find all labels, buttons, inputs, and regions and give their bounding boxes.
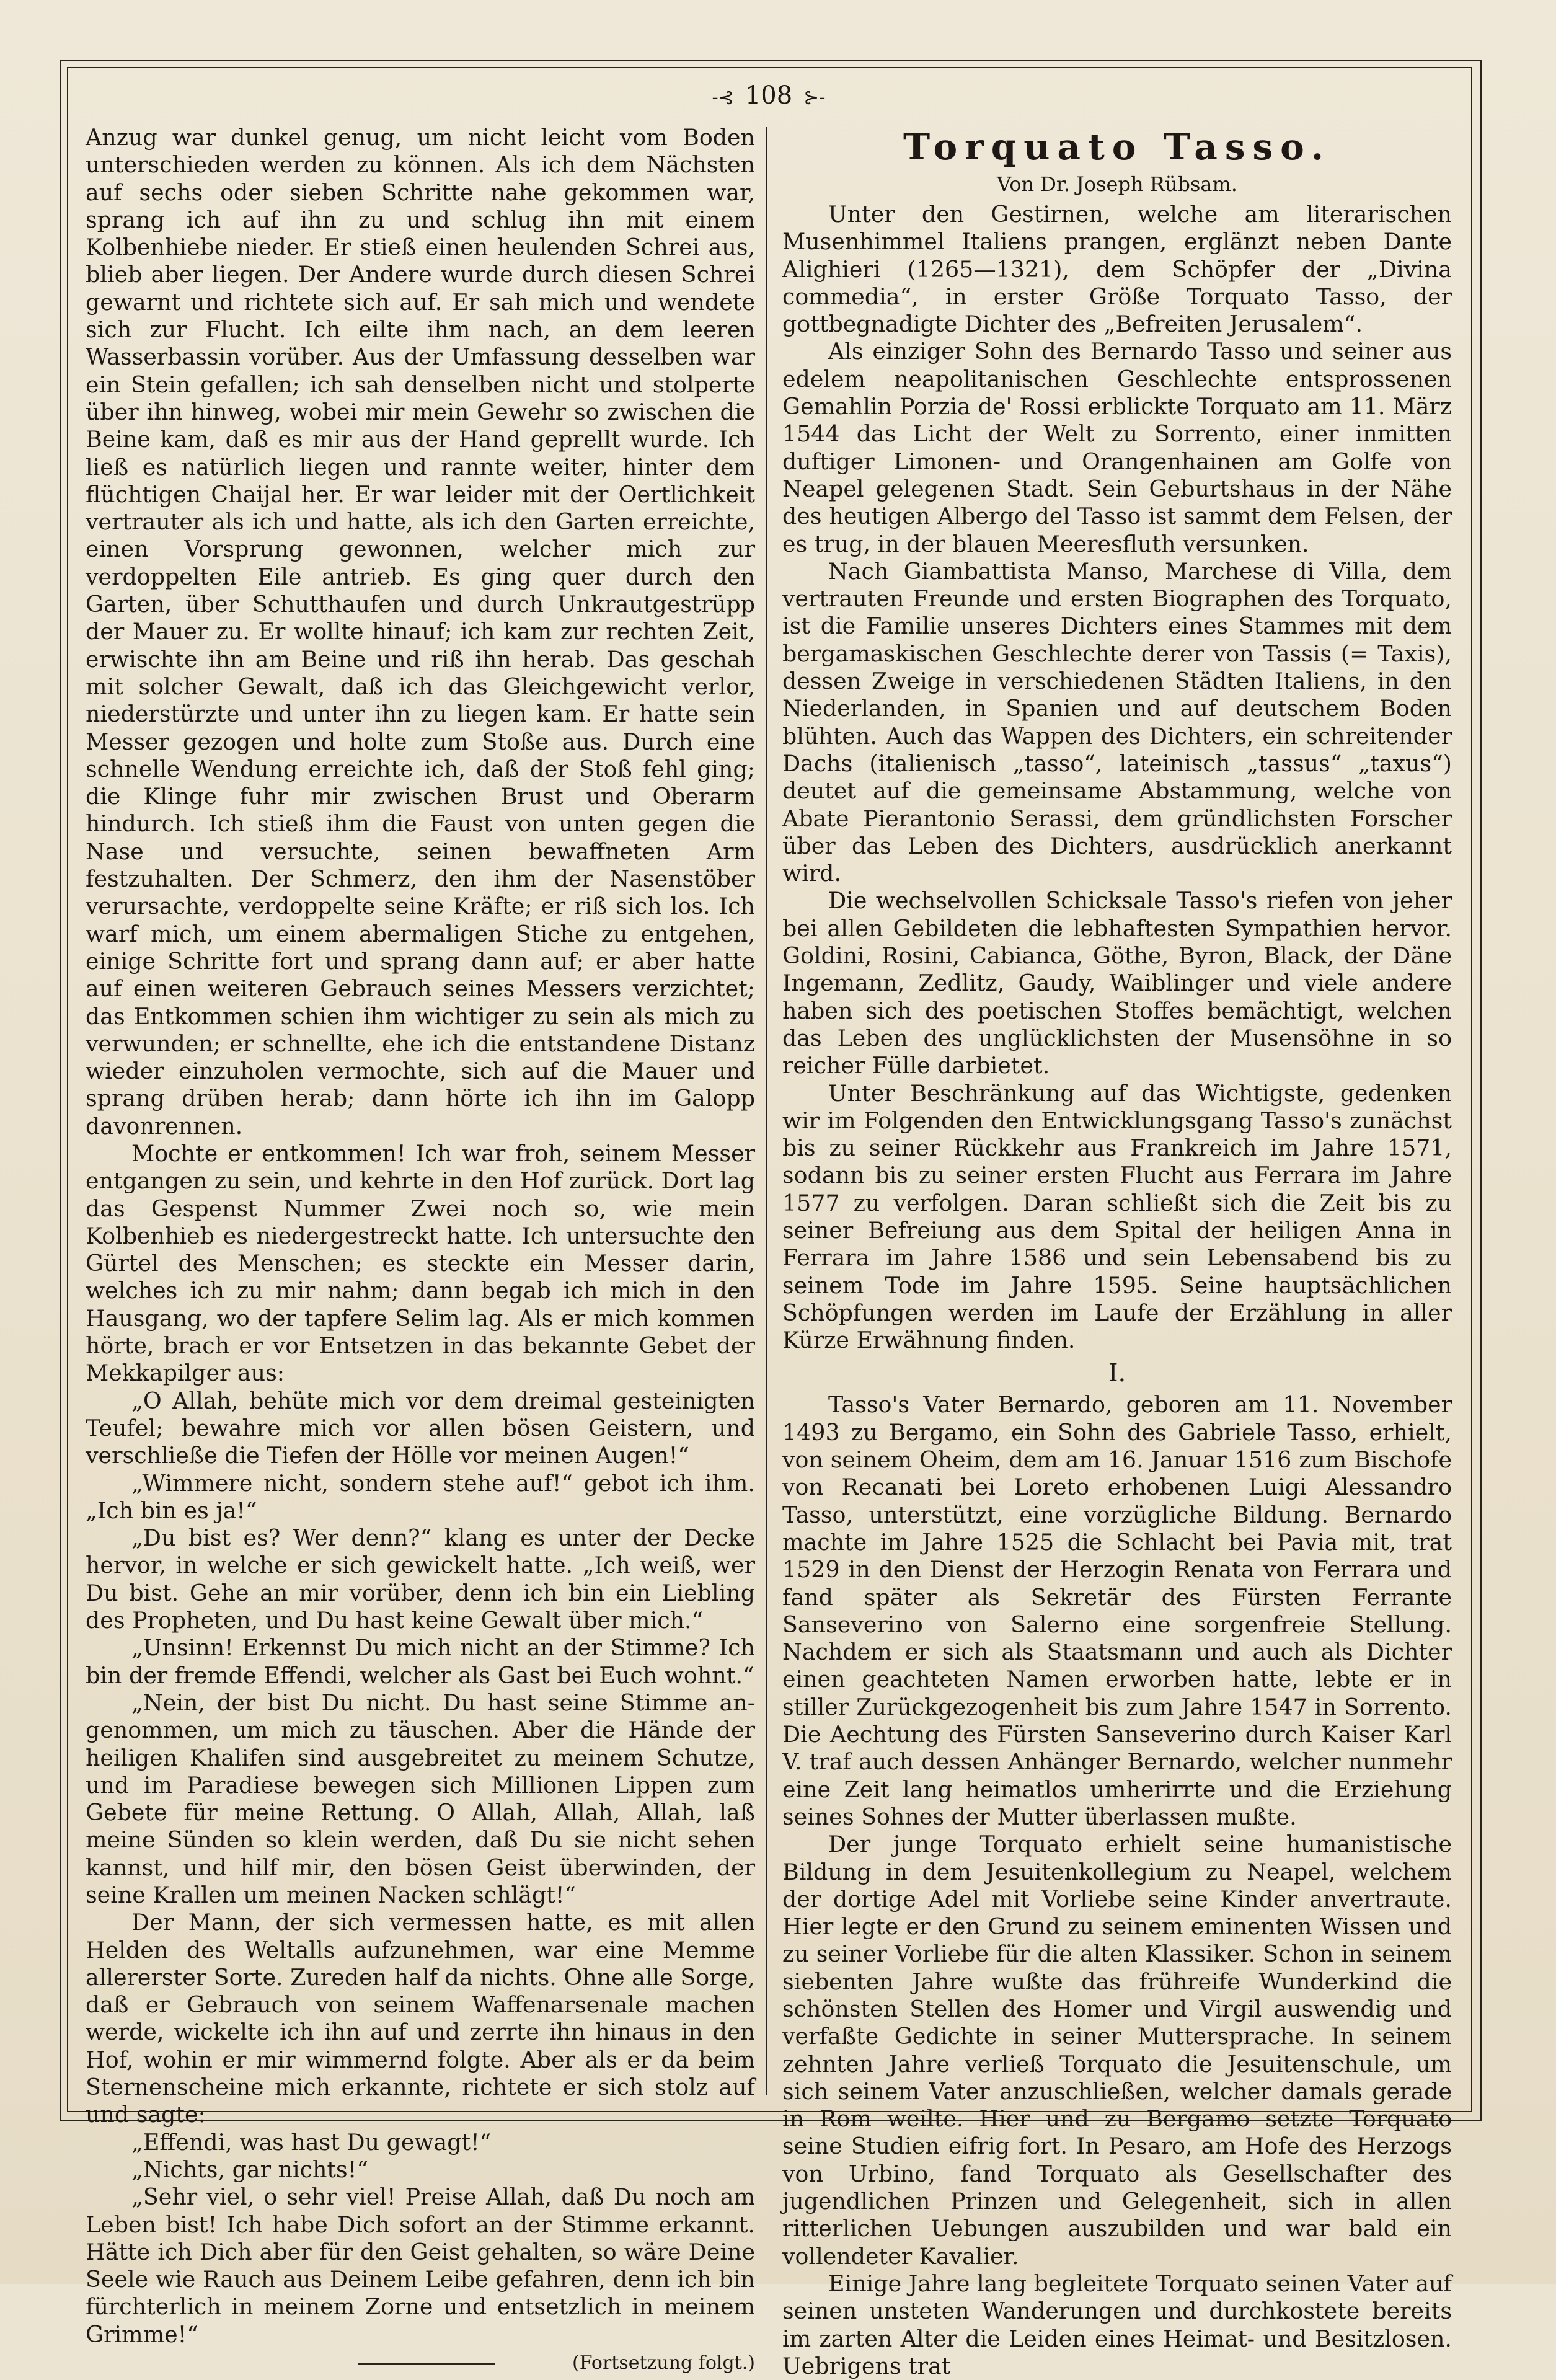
left-paragraph: „Du bist es? Wer denn?“ klang es unter der Decke hervor, in welche er sich gewickelt hatte. „Ich weiß, wer Du bist. Gehe an mir vorüber, denn ich bin ein Liebling des Propheten, und Du hast keine Gewalt über mich.“ — [86, 1524, 755, 1634]
left-column — [86, 124, 755, 2376]
page-number: 108 — [745, 81, 793, 110]
article-title: Torquato Tasso. — [903, 126, 1332, 168]
left-paragraph: Der Mann, der sich vermessen hatte, es mit allen Helden des Weltalls aufzunehmen, war eine Memme allererster Sorte. Zureden half da nichts. Ohne alle Sorge, daß er Gebrauch von seinem Waffenarsenale machen werde, wickelte ich ihn auf und zerrte ihn hinaus in den Hof, wohin er mir wimmernd folgte. Aber als er da beim Sternenscheine mich erkannte, richtete er sich stolz auf und sagte: — [86, 1909, 755, 2128]
article-paragraph: Einige Jahre lang begleitete Torquato seinen Vater auf seinen unsteten Wanderungen und durchkostete bereits im zarten Alter die Leiden eines Heimat- und Besitzlosen. Uebrigens trat — [782, 2270, 1452, 2379]
article-paragraph: Die wechselvollen Schicksale Tasso's riefen von jeher bei allen Gebildeten die lebhaftesten Sympathien hervor. Goldini, Rosini, Cabianca, Göthe, Byron, Black, der Däne Ingemann, Zedlitz, Gaudy, Waiblinger und viele andere haben sich des poetischen Stoffes bemächtigt, welchen das Leben des unglücklichsten der Musensöhne in so reicher Fülle darbietet. — [782, 887, 1452, 1079]
article-paragraph: Als einziger Sohn des Bernardo Tasso und seiner aus edelem neapolitanischen Geschlechte entsprossenen Gemahlin Porzia de' Rossi erblickte Torquato am 11. März 1544 das Licht der Welt zu Sorrento, einer inmitten duftiger Limonen- und Orangenhainen am Golfe von Neapel gelegenen Stadt. Sein Geburtshaus in der Nähe des heutigen Albergo del Tasso ist sammt dem Felsen, der es trug, in der blauen Meeresfluth versunken. — [782, 338, 1452, 557]
section-heading: I. — [1108, 1359, 1126, 1388]
left-paragraph: „Nichts, gar nichts!“ — [131, 2156, 368, 2183]
ornament-left: -⊰ — [712, 87, 734, 108]
left-paragraph: Anzug war dunkel genug, um nicht leicht vom Boden unterschieden werden zu können. Als ich dem Nächsten auf sechs oder sieben Schritte nahe gekommen war, sprang ich auf ihn zu und schlug ihn mit einem Kolbenhiebe nieder. Er stieß einen heulenden Schrei aus, blieb aber liegen. Der Andere wurde durch diesen Schrei gewarnt und richtete sich auf. Er sah mich und wendete sich zur Flucht. Ich eilte ihm nach, an dem leeren Wasserbassin vorüber. Aus der Umfassung desselben war ein Stein gefallen; ich sah denselben nicht und stolperte über ihn hinweg, wobei mir mein Gewehr so zwischen die Beine kam, daß es mir aus der Hand geprellt wurde. Ich ließ es natürlich liegen und rannte weiter, hinter dem flüchtigen Chaijal her. Er war leider mit der Oertlichkeit vertrauter als ich und hatte, als ich den Garten erreichte, einen Vorsprung gewonnen, welcher mich zur verdoppelten Eile antrieb. Es ging quer durch den Garten, über Schutthaufen und durch Unkrautgestrüpp der Mauer zu. Er wollte hinauf; ich kam zur rechten Zeit, erwischte ihn am Beine und riß ihn herab. Das geschah mit solcher Gewalt, daß ich das Gleichgewicht verlor, niederstürzte und unter ihn zu liegen kam. Er hatte sein Messer gezogen und holte zum Stoße aus. Durch eine schnelle Wendung erreichte ich, daß der Stoß fehl ging; die Klinge fuhr mir zwischen Brust und Oberarm hindurch. Ich stieß ihm die Faust von unten gegen die Nase und versuchte, seinen bewaffneten Arm festzuhalten. Der Schmerz, den ihm der Nasenstöber verursachte, verdoppelte seine Kräfte; er riß sich los. Ich warf mich, um einem abermaligen Stiche zu entgehen, einige Schritte fort und sprang dann auf; er aber hatte auf einen weiteren Gebrauch seines Messers verzichtet; das Entkommen schien ihm wichtiger zu sein als mich zu verwunden; er schnellte, ehe ich die entstandene Distanz wieder einzuholen vermochte, sich auf die Mauer und sprang drüben herab; dann hörte ich ihn im Galopp davonrennen. — [86, 124, 755, 1139]
article-paragraph: Tasso's Vater Bernardo, geboren am 11. November 1493 zu Bergamo, ein Sohn des Gabriele Tasso, erhielt, von seinem Oheim, dem am 16. Januar 1516 zum Bischofe von Recanati bei Loreto erhobenen Luigi Alessandro Tasso, unterstützt, eine vorzügliche Bildung. Bernardo machte im Jahre 1525 die Schlacht bei Pavia mit, trat 1529 in den Dienst der Herzogin Renata von Ferrara und fand später als Sekretär des Fürsten Ferrante Sanseverino von Salerno eine sorgenfreie Stellung. Nachdem er sich als Staatsmann und auch als Dichter einen geachteten Namen erworben hatte, lebte er in stiller Zurückgezogenheit bis zum Jahre 1547 in Sorrento. Die Aechtung des Fürsten Sanseverino durch Kaiser Karl V. traf auch dessen Anhänger Bernardo, welcher nunmehr eine Zeit lang heimatlos umherirrte und die Erziehung seines Sohnes der Mutter überlassen mußte. — [782, 1391, 1452, 1830]
right-column — [782, 124, 1452, 2380]
article-paragraph: Unter Beschränkung auf das Wichtigste, gedenken wir im Folgenden den Entwicklungsgang Tasso's zunächst bis zu seiner Rückkehr aus Frankreich im Jahre 1571, sodann bis zu seiner ersten Flucht aus Ferrara im Jahre 1577 zu verfolgen. Daran schließt sich die Zeit bis zu seiner Befreiung aus dem Spital der heiligen Anna in Ferrara im Jahre 1586 und sein Lebensabend bis zu seinem Tode im Jahre 1595. Seine hauptsächlichen Schöpfungen werden im Laufe der Erzählung in aller Kürze Erwähnung finden. — [782, 1079, 1452, 1354]
left-paragraph: „Nein, der bist Du nicht. Du hast seine Stimme angenommen, um mich zu täuschen. Aber die Hände der heiligen Khalifen sind ausgebreitet zu meinem Schutze, und im Paradiese bewegen sich Millionen Lippen zum Gebete für meine Rettung. O Allah, Allah, Allah, laß meine Sünden so klein werden, daß Du sie nicht sehen kannst, und hilf mir, den bösen Geist überwinden, der seine Krallen um meinen Nacken schlägt!“ — [86, 1689, 755, 1908]
article-paragraph: Der junge Torquato erhielt seine humanistische Bildung in dem Jesuitenkollegium zu Neapel, welchem der dortige Adel mit Vorliebe seine Kinder anvertraute. Hier legte er den Grund zu seinem eminenten Wissen und zu seiner Vorliebe für die alten Klassiker. Schon in seinem siebenten Jahre wußte das frühreife Wunderkind die schönsten Stellen des Homer und Virgil auswendig und verfaßte Gedichte in seiner Muttersprache. In seinem zehnten Jahre verließ Torquato die Jesuitenschule, um sich seinem Vater anzuschließen, welcher damals gerade in Rom weilte. Hier und zu Bergamo setzte Torquato seine Studien eifrig fort. In Pesaro, am Hofe des Herzogs von Urbino, fand Torquato als Gesellschafter des jugendlichen Prinzen und Gelegenheit, sich in allen ritterlichen Uebungen auszubilden und war bald ein vollendeter Kavalier. — [782, 1831, 1452, 2270]
left-paragraph: „O Allah, behüte mich vor dem dreimal gesteinigten Teufel; bewahre mich vor allen bösen Geistern, und verschließe die Tiefen der Hölle vor meinen Augen!“ — [86, 1387, 755, 1469]
left-paragraph: „Wimmere nicht, sondern stehe auf!“ gebot ich ihm. „Ich bin es ja!“ — [86, 1469, 755, 1524]
left-paragraph: „Sehr viel, o sehr viel! Preise Allah, daß Du noch am Leben bist! Ich habe Dich sofort an der Stimme erkannt. Hätte ich Dich aber für den Geist gehalten, so wäre Deine Seele wie Rauch aus Deinem Leibe gefahren, denn ich bin fürchterlich in meinem Zorne und entsetzlich in meinem Grimme!“ — [86, 2183, 755, 2348]
continuation-note: (Fortsetzung folgt.) — [572, 2352, 755, 2374]
page-header — [67, 73, 1470, 118]
left-paragraph: „Unsinn! Erkennst Du mich nicht an der Stimme? Ich bin der fremde Effendi, welcher als Gast bei Euch wohnt.“ — [86, 1634, 755, 1689]
article-paragraph: Unter den Gestirnen, welche am literarischen Musenhimmel Italiens prangen, erglänzt neben Dante Alighieri (1265—1321), dem Schöpfer der „Divina commedia“, in erster Größe Torquato Tasso, der gottbegnadigte Dichter des „Befreiten Jerusalem“. — [782, 201, 1452, 338]
left-paragraph: Mochte er entkommen! Ich war froh, seinem Messer entgangen zu sein, und kehrte in den Hof zurück. Dort lag das Gespenst Nummer Zwei noch so, wie mein Kolbenhieb es niedergestreckt hatte. Ich untersuchte den Gürtel des Menschen; es steckte ein Messer darin, welches ich zu mir nahm; dann begab ich mich in den Hausgang, wo der tapfere Selim lag. Als er mich kommen hörte, brach er vor Entsetzen in das bekannte Gebet der Mekkapilger aus: — [86, 1139, 755, 1387]
article-paragraph: Nach Giambattista Manso, Marchese di Villa, dem vertrauten Freunde und ersten Biographen des Torquato, ist die Familie unseres Dichters eines Stammes mit dem bergamaskischen Geschlechte derer von Tassis (= Taxis), dessen Zweige in verschiedenen Städten Italiens, in den Niederlanden, in Spanien und auf deutschem Boden blühten. Auch das Wappen des Dichters, ein schreitender Dachs (italienisch „tasso“, lateinisch „tassus“ „taxus“) deutet auf die gemeinsame Abstammung, welche von Abate Pierantonio Serassi, dem gründlichsten Forscher über das Leben des Dichters, ausdrücklich anerkannt wird. — [782, 557, 1452, 887]
ornament-right: ⊱- — [803, 87, 826, 108]
column-divider — [766, 127, 767, 2095]
article-byline: Von Dr. Joseph Rübsam. — [997, 172, 1237, 196]
left-paragraph: „Effendi, was hast Du gewagt!“ — [131, 2128, 492, 2156]
